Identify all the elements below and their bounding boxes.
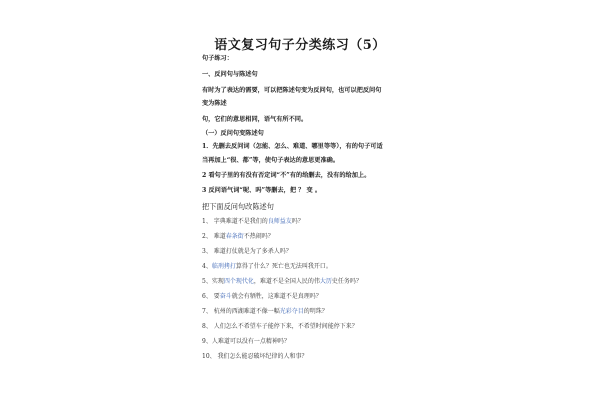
exercise-item: 6、 要奋斗就会有牺牲，这难道不是真理吗？ <box>202 293 322 300</box>
section-label: 句子练习： <box>202 55 233 62</box>
subheading: （一）反问句变陈述句 <box>202 130 264 137</box>
paragraph-line: 句，它们的意思相同，语气有所不同。 <box>202 116 308 123</box>
highlight-link[interactable]: 光彩夺目 <box>279 308 304 315</box>
paragraph-line: 有时为了表达的需要，可以把陈述句变为反问句，也可以把反问句 <box>202 87 382 94</box>
exercise-heading: 把下面反问句改陈述句 <box>202 202 274 211</box>
highlight-link[interactable]: 春条街 <box>225 233 244 240</box>
exercise-item: 1、 字典难道不是我们的良师益友吗？ <box>202 218 304 225</box>
highlight-link[interactable]: 临刑拷打 <box>211 263 236 270</box>
highlight-link[interactable]: 大历 <box>319 278 332 285</box>
page-title: 语文复习句子分类练习（5） <box>214 38 386 53</box>
exercise-item: 5、实现四个现代化，难道不是全国人民的伟大历史任务吗？ <box>202 278 362 285</box>
highlight-link[interactable]: 四个现代化 <box>223 278 254 285</box>
exercise-item: 9、人难道可以没有一点精神吗？ <box>202 338 290 345</box>
rule-line: 当再加上“很、都”等，使句子表达的意思更准确。 <box>202 157 340 164</box>
exercise-item: 3、 难道打仗就是为了多杀人吗？ <box>202 248 292 255</box>
exercise-item: 8、 人们怎么不希望车子能停下来，不希望时间能停下来？ <box>202 323 358 330</box>
rule-line: 1．先删去反问词（怎能、怎么、难道、哪里等等），有的句子可适 <box>202 143 383 150</box>
heading-reverse-question: 一、反问句与陈述句 <box>202 71 258 78</box>
paragraph-line: 变为陈述 <box>202 100 227 107</box>
exercise-item: 4、临刑拷打算得了什么？死亡也无法叫我开口。 <box>202 263 332 270</box>
rule-line: 2 看句子里的有没有否定词“不”有的给删去，没有的给加上。 <box>202 172 371 179</box>
highlight-link[interactable]: 奋斗 <box>219 293 232 300</box>
rule-line: 3 反问语气词“呢、吗”等删去，把 ？ 变 。 <box>202 187 322 194</box>
highlight-link[interactable]: 良师益友 <box>267 218 292 225</box>
exercise-item: 10、 我们怎么能忍破坏纪律的人和事？ <box>202 353 308 360</box>
exercise-item: 2、 难道春条街不热闹吗？ <box>202 233 274 240</box>
exercise-item: 7、 杭州的西湖难道不像一幅光彩夺目的明珠？ <box>202 308 328 315</box>
